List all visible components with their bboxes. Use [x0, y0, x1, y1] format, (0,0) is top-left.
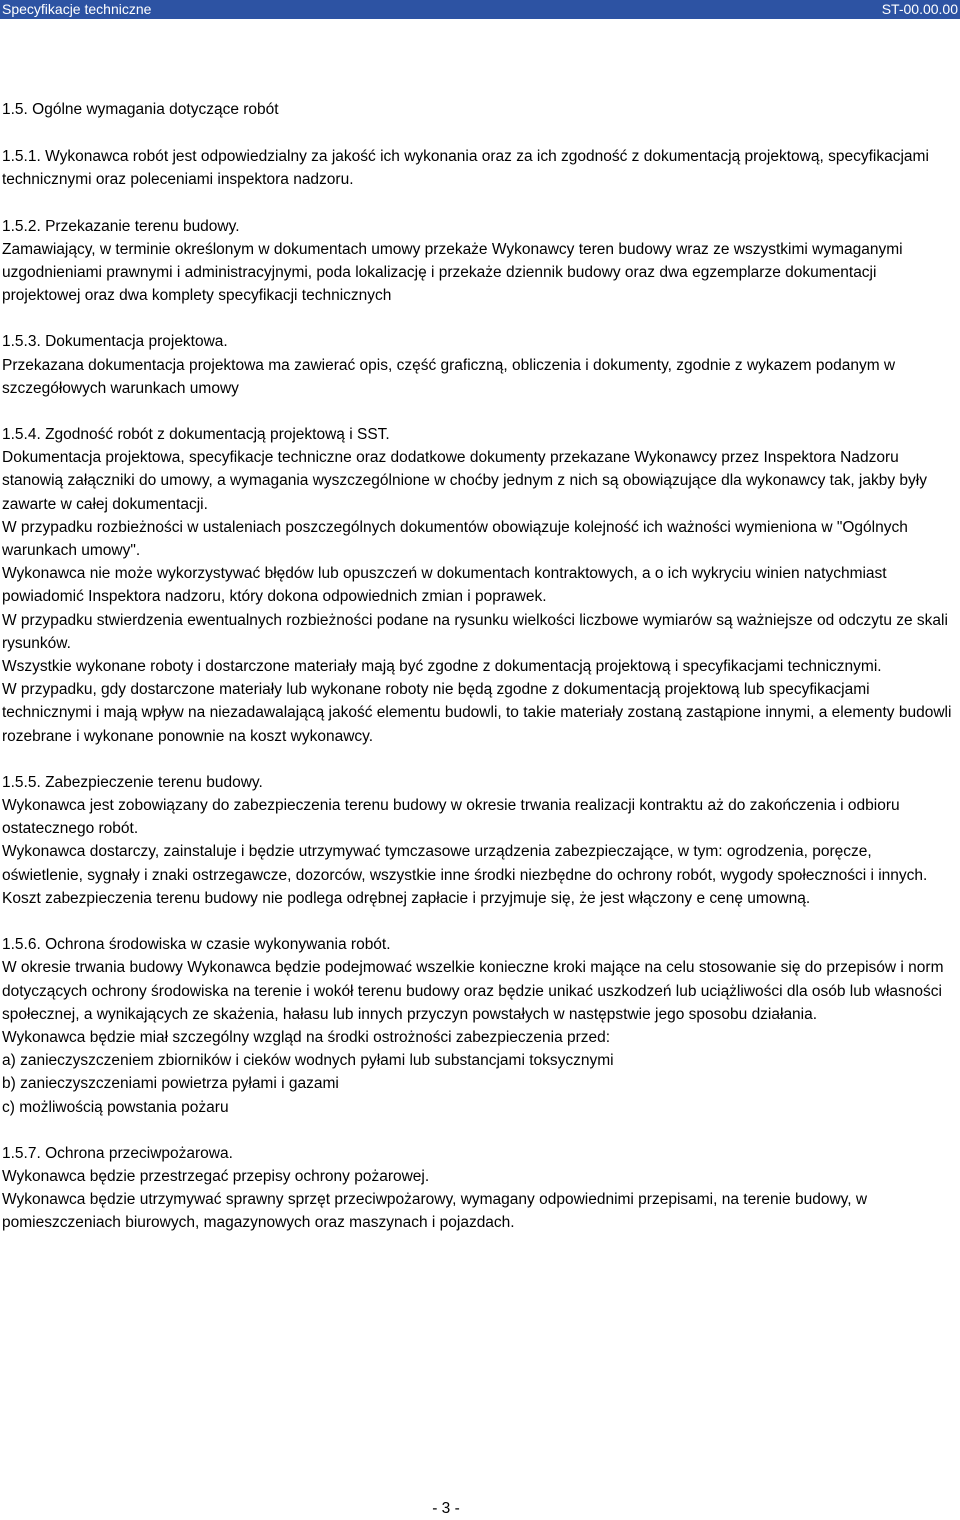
- section-paragraph: W okresie trwania budowy Wykonawca będzie podejmować wszelkie konieczne kroki mające na celu stosowanie się do przepisów i norm dotyczących ochrony środowiska na terenie i wokół terenu budowy oraz będzie unikać uszkodzeń lub uciążliwości dla osób lub własności społecznej, a wynikających ze skażenia, hałasu lub innych przyczyn powstałych w następstwie jego sposobu działania.: [2, 959, 944, 1023]
- section-1-5-4: [2, 423, 952, 748]
- section-paragraph: Wykonawca będzie miał szczególny wzgląd na środki ostrożności zabezpieczenia przed:: [2, 1028, 611, 1046]
- section-paragraph: Wykonawca będzie utrzymywać sprawny sprzęt przeciwpożarowy, wymagany odpowiednimi przepisami, na terenie budowy, w pomieszczeniach biurowych, magazynowych oraz maszynach i pojazdach.: [2, 1191, 868, 1232]
- section-paragraph: Zamawiający, w terminie określonym w dokumentach umowy przekaże Wykonawcy teren budowy wraz ze wszystkimi wymaganymi uzgodnieniami prawnymi i administracyjnymi, poda lokalizację i przekaże dziennik budowy oraz dwa egzemplarze dokumentacji projektowej oraz dwa komplety specyfikacji technicznych: [2, 240, 903, 305]
- section-heading: 1.5.6. Ochrona środowiska w czasie wykonywania robót.: [2, 936, 391, 954]
- section-paragraph: W przypadku, gdy dostarczone materiały lub wykonane roboty nie będą zgodne z dokumentacją projektową lub specyfikacjami technicznymi i mają wpływ na niezadawalającą jakość elementu budowli, to takie materiały zostaną zastąpione innymi, a elementy budowli rozebrane i wykonane ponownie na koszt wykonawcy.: [2, 681, 952, 745]
- section-1-5-5: [2, 771, 952, 910]
- section-paragraph: Przekazana dokumentacja projektowa ma zawierać opis, część graficzną, obliczenia i dokumenty, zgodnie z wykazem podanym w szczegółowych warunkach umowy: [2, 356, 896, 397]
- document-body: [2, 98, 952, 1258]
- section-paragraph: W przypadku stwierdzenia ewentualnych rozbieżności podane na rysunku wielkości liczbowe wymiarów są ważniejsze od odczytu ze skali rysunków.: [2, 611, 948, 652]
- header-spec-code: ST-00.00.00: [881, 1, 958, 17]
- section-1-5-6: [2, 933, 952, 1119]
- section-1-5-2: [2, 215, 952, 308]
- section-heading: 1.5.2. Przekazanie terenu budowy.: [2, 217, 240, 235]
- section-paragraph: 1.5.1. Wykonawca robót jest odpowiedzialny za jakość ich wykonania oraz za ich zgodność z dokumentacją projektową, specyfikacjami technicznymi oraz poleceniami inspektora nadzoru.: [2, 148, 929, 189]
- section-heading: 1.5.4. Zgodność robót z dokumentacją projektową i SST.: [2, 426, 390, 444]
- section-paragraph: Dokumentacja projektowa, specyfikacje techniczne oraz dodatkowe dokumenty przekazane Wykonawcy przez Inspektora Nadzoru stanowią załączniki do umowy, a wymagania wyszczególnione w choćby jednym z nich są obowiązujące dla wykonawcy tak, jakby były zawarte w całej dokumentacji.: [2, 449, 927, 513]
- section-paragraph: Wykonawca nie może wykorzystywać błędów lub opuszczeń w dokumentach kontraktowych, a o ich wykryciu winien natychmiast powiadomić Inspektora nadzoru, który dokona odpowiednich zmian i poprawek.: [2, 565, 887, 606]
- section-paragraph: Wszystkie wykonane roboty i dostarczone materiały mają być zgodne z dokumentacją projektową i specyfikacjami technicznymi.: [2, 658, 882, 676]
- section-heading: 1.5.5. Zabezpieczenie terenu budowy.: [2, 773, 263, 791]
- list-item: a) zanieczyszczeniem zbiorników i cieków wodnych pyłami lub substancjami toksycznymi: [2, 1052, 614, 1070]
- section-paragraph: Wykonawca dostarczy, zainstaluje i będzie utrzymywać tymczasowe urządzenia zabezpieczające, w tym: ogrodzenia, poręcze, oświetlenie, sygnały i znaki ostrzegawcze, dozorców, wszystkie inne środki niezbędne do ochrony robót, wygody społeczności i innych.: [2, 843, 928, 884]
- section-1-5-1: [2, 145, 952, 191]
- section-heading: 1.5.7. Ochrona przeciwpożarowa.: [2, 1144, 233, 1162]
- header-document-type: Specyfikacje techniczne: [2, 1, 152, 17]
- section-1-5-7: [2, 1142, 952, 1235]
- list-item: b) zanieczyszczeniami powietrza pyłami i gazami: [2, 1075, 339, 1093]
- section-paragraph: Koszt zabezpieczenia terenu budowy nie podlega odrębnej zapłacie i przyjmuje się, że jest włączony e cenę umowną.: [2, 889, 811, 907]
- section-paragraph: Wykonawca jest zobowiązany do zabezpieczenia terenu budowy w okresie trwania realizacji kontraktu aż do zakończenia i odbioru ostatecznego robót.: [2, 797, 900, 838]
- chapter-heading: 1.5. Ogólne wymagania dotyczące robót: [2, 101, 279, 118]
- section-paragraph: W przypadku rozbieżności w ustaleniach poszczególnych dokumentów obowiązuje kolejność ich ważności wymieniona w "Ogólnych warunkach umowy".: [2, 518, 908, 560]
- page-number: - 3 -: [432, 1500, 460, 1517]
- list-item: c) możliwością powstania pożaru: [2, 1098, 229, 1116]
- section-1-5-3: [2, 330, 952, 400]
- section-paragraph: Wykonawca będzie przestrzegać przepisy ochrony pożarowej.: [2, 1167, 430, 1185]
- document-header: [0, 0, 960, 19]
- section-heading: 1.5.3. Dokumentacja projektowa.: [2, 333, 228, 351]
